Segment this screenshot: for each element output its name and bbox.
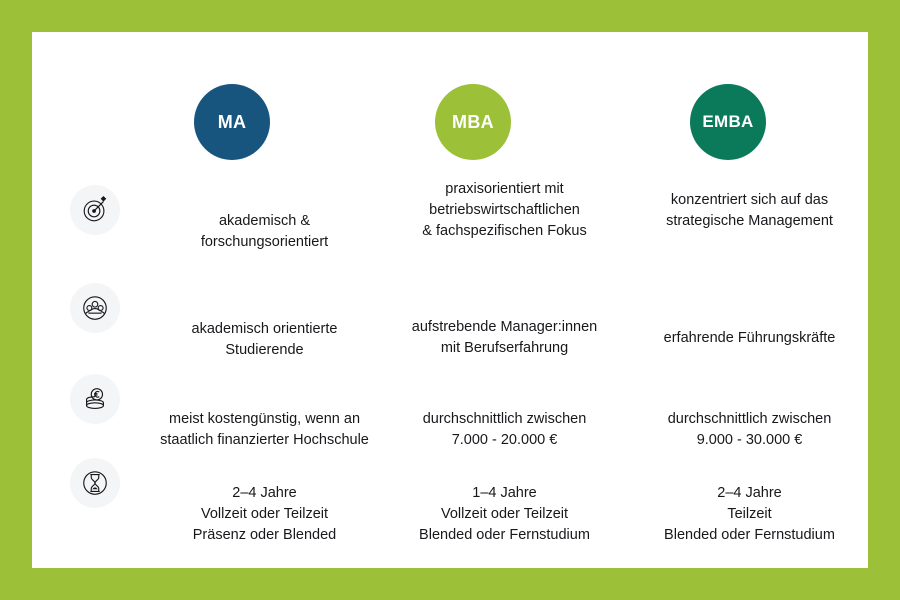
cell-ma-cost: [132, 409, 397, 451]
cell-line: 2–4 Jahre: [232, 485, 297, 501]
column-header-emba-label: EMBA: [702, 112, 754, 131]
cell-emba-audience: [627, 328, 872, 349]
cell-line: durchschnittlich zwischen: [422, 411, 587, 427]
column-header-mba: [435, 84, 511, 160]
cell-emba-cost: [627, 409, 872, 451]
cell-mba-focus: [382, 179, 627, 242]
cell-line: 2–4 Jahre: [717, 485, 782, 501]
cell-line: konzentriert sich auf das: [670, 192, 829, 208]
hourglass-icon: [70, 458, 120, 508]
coins-euro-icon: [70, 374, 120, 424]
cell-line: Studierende: [225, 342, 304, 358]
cell-emba-focus: [627, 190, 872, 232]
cell-line: Blended oder Fernstudium: [419, 527, 590, 543]
comparison-table: [32, 32, 868, 568]
cell-line: betriebswirtschaftlichen: [429, 202, 580, 218]
cell-line: akademisch orientierte: [191, 321, 338, 337]
cell-line: 1–4 Jahre: [472, 485, 537, 501]
cell-line: Blended oder Fernstudium: [664, 527, 835, 543]
cell-line: Vollzeit oder Teilzeit: [200, 506, 329, 522]
column-header-mba-label: MBA: [452, 111, 494, 132]
cell-mba-audience: [382, 317, 627, 359]
cell-line: akademisch &: [218, 213, 311, 229]
cell-line: aufstrebende Manager:innen: [411, 319, 598, 335]
cell-ma-focus: [132, 211, 397, 253]
cell-line: 7.000 - 20.000 €: [451, 432, 558, 448]
column-header-ma: [194, 84, 270, 160]
column-header-ma-label: MA: [217, 111, 247, 132]
cell-mba-duration: [382, 483, 627, 546]
target-icon: [70, 185, 120, 235]
cell-line: durchschnittlich zwischen: [667, 411, 832, 427]
cell-line: erfahrende Führungskräfte: [663, 330, 836, 346]
cell-emba-duration: [627, 483, 872, 546]
cell-line: staatlich finanzierter Hochschule: [160, 432, 369, 448]
cell-mba-cost: [382, 409, 627, 451]
cell-line: & fachspezifischen Fokus: [422, 223, 587, 239]
cell-line: meist kostengünstig, wenn an: [168, 411, 361, 427]
graduates-group-icon: [70, 283, 120, 333]
cell-line: Präsenz oder Blended: [192, 527, 337, 543]
cell-line: 9.000 - 30.000 €: [696, 432, 803, 448]
column-header-emba: [690, 84, 766, 160]
cell-line: Teilzeit: [727, 506, 772, 522]
cell-line: strategische Management: [666, 213, 833, 229]
cell-ma-duration: [132, 483, 397, 546]
cell-line: mit Berufserfahrung: [440, 340, 569, 356]
cell-line: Vollzeit oder Teilzeit: [440, 506, 569, 522]
cell-ma-audience: [132, 319, 397, 361]
cell-line: forschungsorientiert: [200, 234, 329, 250]
cell-line: praxisorientiert mit: [445, 181, 564, 197]
comparison-card: [32, 32, 868, 568]
